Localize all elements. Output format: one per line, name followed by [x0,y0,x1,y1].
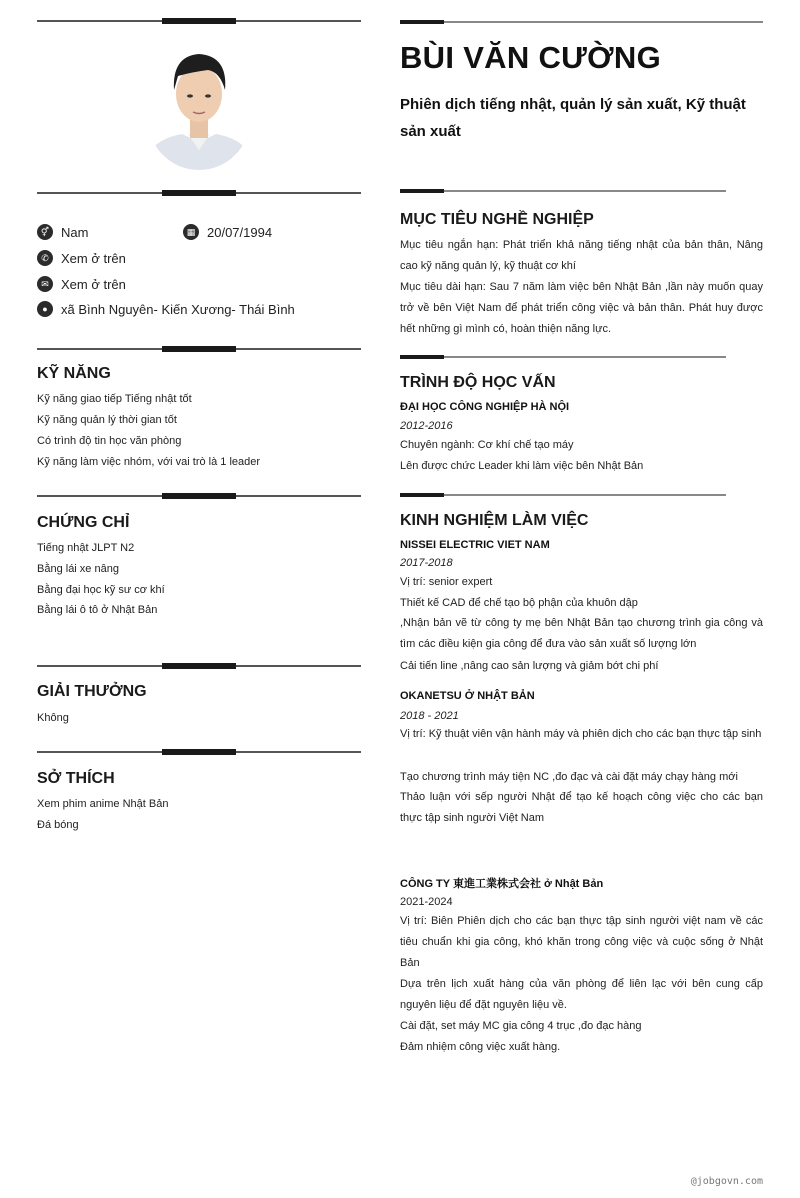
job-period: 2018 - 2021 [400,710,459,722]
gender-row [37,222,88,242]
hobby-item: Xem phim anime Nhật Bản [37,798,169,810]
school-name: ĐẠI HỌC CÔNG NGHIỆP HÀ NỘI [400,401,570,413]
skill-item: Kỹ năng làm việc nhóm, với vai trò là 1 leader [37,456,261,468]
address-row [37,299,295,319]
job-line: Cải tiến line ,nâng cao sản lượng và giảm bớt chi phí [400,660,659,672]
job-line: Thảo luận với sếp người Nhật để tạo kế hoạch công việc cho các bạn thực tập sinh người Việt Nam [400,791,763,824]
address-text: xã Bình Nguyên- Kiến Xương- Thái Bình [61,301,295,317]
certificate-item: Bằng lái xe nâng [37,563,119,575]
gender-text: Nam [61,224,89,240]
calendar-icon: ▦ [183,224,199,240]
job-line: Cài đặt, set máy MC gia công 4 trục ,đo đạc hàng [400,1020,642,1032]
skill-item: Kỹ năng giao tiếp Tiếng nhật tốt [37,393,192,405]
awards-title: GIẢI THƯỞNG [37,683,147,700]
job-line: Vị trí: Biên Phiên dịch cho các bạn thực tập sinh người việt nam về các tiêu chuẩn khi gia công, khó khăn trong công việc và cuộc sống ở Nhật Bản [400,915,763,969]
skill-item: Có trình độ tin học văn phòng [37,435,182,447]
certificates-title: CHỨNG CHỈ [37,514,130,531]
job-line: Tạo chương trình máy tiện NC ,đo đạc và cài đặt máy chạy hàng mới [400,771,738,783]
job-company: OKANETSU Ở NHẬT BẢN [400,690,535,702]
objective-long: Mục tiêu dài hạn: Sau 7 năm làm việc bên Nhật Bản ,lần này muốn quay trở về bên Việt Nam để phát triển công việc và bản thân. Phát huy được hết những gì mình có, hoàn thiện năng lực. [400,281,763,335]
certificate-item: Bằng lái ô tô ở Nhật Bản [37,604,158,616]
birthday-text: 20/07/1994 [207,224,273,240]
job-line: Đảm nhiệm công việc xuất hàng. [400,1041,561,1053]
education-period: 2012-2016 [400,420,453,432]
hobbies-title: SỞ THÍCH [37,770,115,787]
objective-title: MỤC TIÊU NGHỀ NGHIỆP [400,211,594,228]
email-row [37,274,126,294]
divider [37,493,361,499]
birthday-row [183,222,272,242]
gender-icon: ⚥ [37,224,53,240]
divider [400,355,726,359]
skill-item: Kỹ năng quản lý thời gian tốt [37,414,177,426]
job-company: NISSEI ELECTRIC VIET NAM [400,539,550,551]
email-icon: ✉ [37,276,53,292]
divider [37,190,361,196]
job-line: Vị trí: senior expert [400,576,493,588]
certificate-item: Bằng đại học kỹ sư cơ khí [37,584,165,596]
education-title: TRÌNH ĐỘ HỌC VẤN [400,374,556,391]
divider [400,189,726,193]
job-period: 2021-2024 [400,896,453,908]
email-text: Xem ở trên [61,276,126,292]
job-line: Thiết kế CAD để chế tạo bộ phận của khuôn dập [400,597,638,609]
location-icon: ● [37,301,53,317]
watermark: @jobgovn.com [690,1176,763,1187]
award-item: Không [37,712,69,724]
divider [37,346,361,352]
divider [37,663,361,669]
candidate-name: BÙI VĂN CƯỜNG [400,40,662,75]
hobby-item: Đá bóng [37,819,79,831]
phone-icon: ✆ [37,250,53,266]
job-period: 2017-2018 [400,557,453,569]
divider [37,749,361,755]
divider [37,18,361,24]
job-line: ,Nhận bản vẽ từ công ty mẹ bên Nhật Bản tạo chương trình gia công và tìm các điều kiện gia công để đưa vào sản xuất số lượng lớn [400,617,763,650]
avatar [148,46,250,170]
job-title: Phiên dịch tiếng nhật, quản lý sản xuất, Kỹ thuật sản xuất [400,96,746,140]
job-line: Vị trí: Kỹ thuật viên vận hành máy và phiên dịch cho các bạn thực tập sinh [400,728,762,740]
certificate-item: Tiếng nhật JLPT N2 [37,542,135,554]
divider [400,20,763,24]
education-major: Chuyên ngành: Cơ khí chế tạo máy [400,439,574,451]
skills-title: KỸ NĂNG [37,365,111,382]
experience-title: KINH NGHIỆM LÀM VIỆC [400,512,589,529]
divider [400,493,726,497]
phone-row [37,248,126,268]
phone-text: Xem ở trên [61,250,126,266]
job-line: Dựa trên lịch xuất hàng của văn phòng để liên lạc với bên cung cấp nguyên liệu để đặt nguyên liệu về. [400,978,763,1011]
education-note: Lên được chức Leader khi làm việc bên Nhật Bản [400,460,644,472]
job-company: CÔNG TY 東進工業株式会社 ở Nhật Bản [400,878,604,890]
objective-short: Mục tiêu ngắn hạn: Phát triển khả năng tiếng nhật của bản thân, Nâng cao kỹ năng quản lý, kỹ thuật cơ khí [400,239,763,272]
